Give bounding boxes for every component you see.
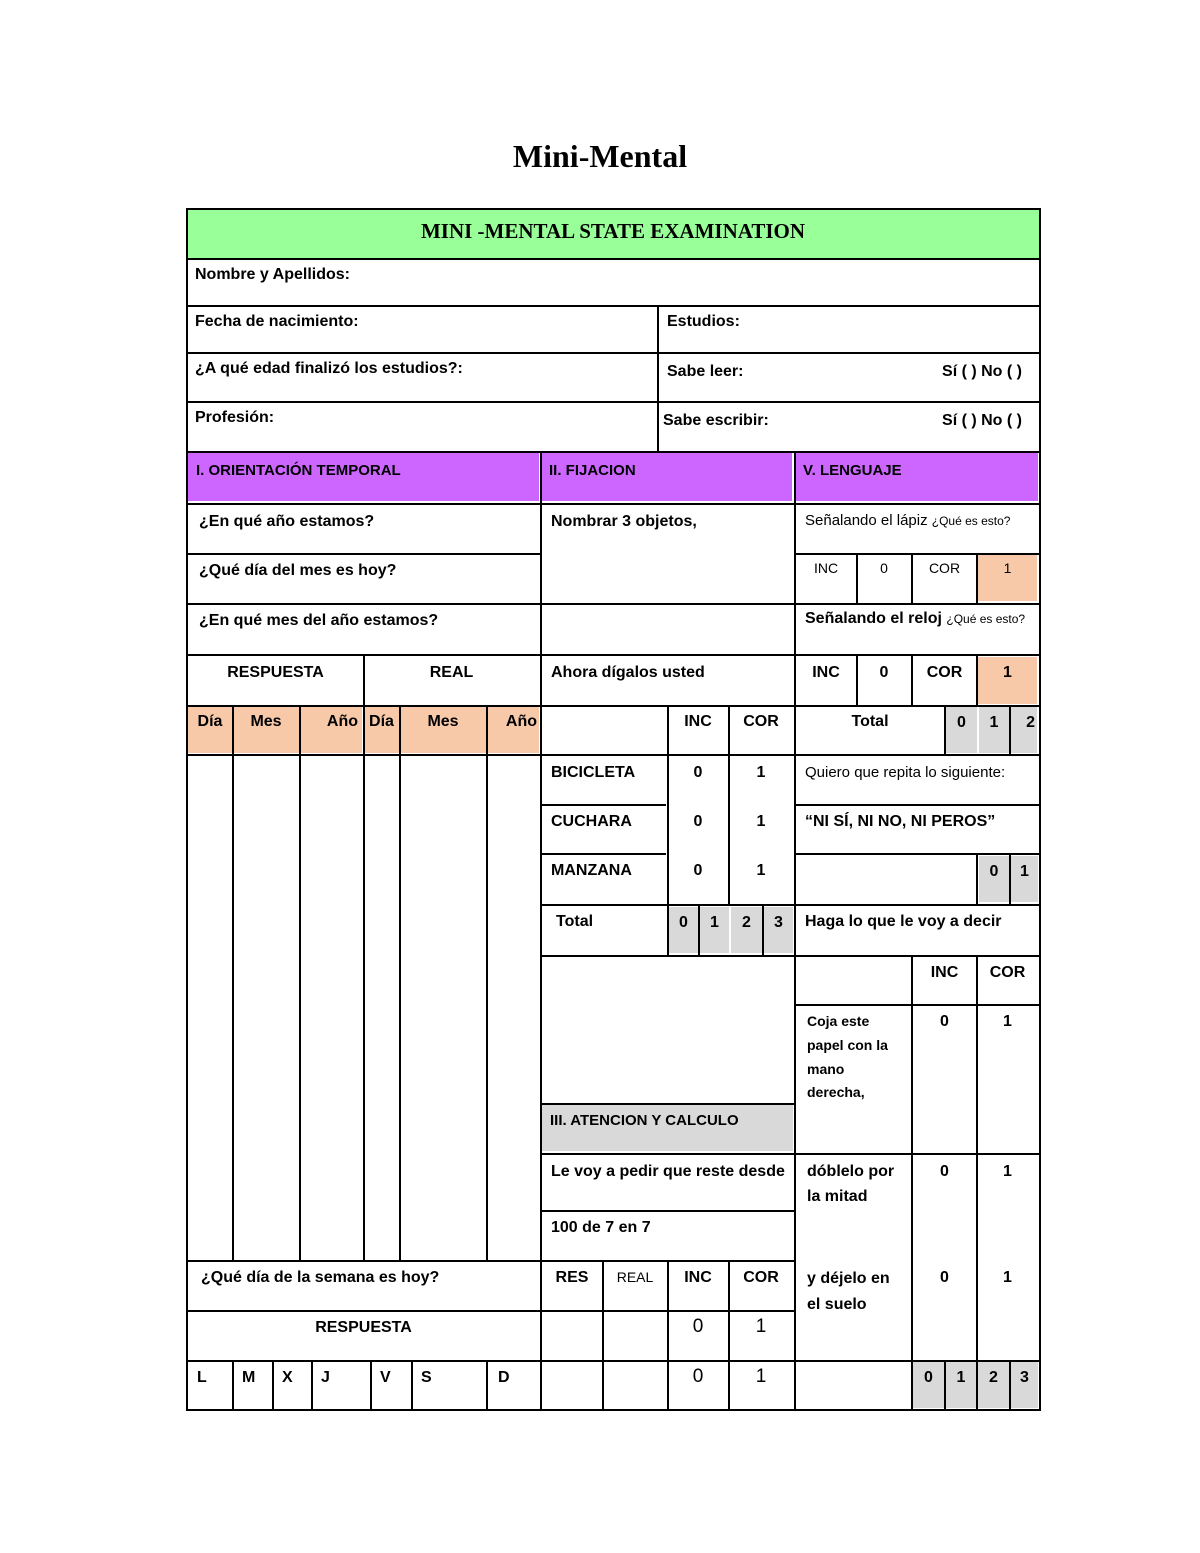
day-m: M bbox=[242, 1369, 256, 1386]
grid-line-v bbox=[911, 654, 913, 705]
grid-line-h bbox=[794, 904, 1041, 906]
grid-line-v bbox=[363, 654, 365, 754]
grid-line-v bbox=[667, 705, 669, 955]
senalando-reloj bbox=[797, 605, 1039, 655]
cmd-inc-header: INC bbox=[930, 964, 959, 981]
fecha-label: Fecha de nacimiento: bbox=[195, 313, 359, 330]
cmd-dejelo-cor: 1 bbox=[1003, 1269, 1012, 1286]
grid-line-h bbox=[794, 705, 1041, 707]
grid-line-v bbox=[911, 553, 913, 603]
grid-line-v bbox=[944, 1360, 946, 1410]
cmd-score-1: 1 bbox=[946, 1362, 976, 1408]
cmd-score-2: 2 bbox=[978, 1362, 1009, 1408]
grid-line-v bbox=[1009, 853, 1011, 904]
senalando-lapiz-text: Señalando el lápiz bbox=[805, 512, 928, 529]
grid-line-v bbox=[399, 705, 401, 1260]
col-anio-real: Año bbox=[487, 706, 539, 753]
repita-score-1: 1 bbox=[1011, 856, 1038, 902]
grid-line-h bbox=[186, 401, 1041, 403]
grid-line-v bbox=[370, 1360, 372, 1410]
fijacion-inc-header: INC bbox=[684, 713, 712, 730]
grid-line-h bbox=[186, 553, 540, 555]
grid-line-h bbox=[540, 603, 794, 605]
cmd-coja-inc: 0 bbox=[940, 1013, 949, 1030]
grid-line-h bbox=[540, 1153, 794, 1155]
quiero-repita: Quiero que repita lo siguiente: bbox=[805, 764, 1006, 781]
grid-line-v bbox=[311, 1360, 313, 1410]
grid-line-h bbox=[794, 1004, 1041, 1006]
document-title: Mini-Mental bbox=[512, 138, 688, 174]
lenguaje-total-1: 1 bbox=[979, 707, 1009, 753]
fijacion-score-2: 2 bbox=[731, 907, 762, 953]
atencion-col-cor: COR bbox=[743, 1269, 779, 1286]
col-dia: Día bbox=[188, 706, 232, 753]
atencion-col-inc: INC bbox=[684, 1269, 712, 1286]
grid-line-v bbox=[976, 955, 978, 1360]
frase-repetir: “NI SÍ, NI NO, NI PEROS” bbox=[805, 813, 996, 830]
grid-line-v bbox=[856, 654, 858, 705]
grid-line-v bbox=[232, 1360, 234, 1410]
grid-line-h bbox=[540, 955, 794, 957]
grid-line-h bbox=[794, 654, 1041, 656]
ahora-digalos: Ahora dígalos usted bbox=[551, 664, 705, 681]
atencion-row1-inc: 0 bbox=[692, 1316, 704, 1337]
cmd-score-3: 3 bbox=[1011, 1362, 1038, 1408]
cmd-dejelo-inc: 0 bbox=[940, 1269, 949, 1286]
grid-line-h bbox=[186, 503, 1041, 505]
grid-line-h bbox=[186, 603, 540, 605]
grid-line-v bbox=[411, 1360, 413, 1410]
atencion-section-title: III. ATENCION Y CALCULO bbox=[542, 1104, 793, 1151]
reloj-inc: INC bbox=[812, 664, 840, 681]
sabe-leer-options: Sí ( ) No ( ) bbox=[942, 363, 1022, 380]
grid-line-v bbox=[1009, 705, 1011, 754]
grid-line-v bbox=[272, 1360, 274, 1410]
object-cuchara: CUCHARA bbox=[551, 813, 632, 830]
reloj-zero: 0 bbox=[879, 664, 889, 681]
day-s: S bbox=[421, 1369, 432, 1386]
fijacion-section-title: II. FIJACION bbox=[541, 453, 792, 501]
senalando-lapiz bbox=[797, 506, 1039, 552]
lenguaje-total-2: 2 bbox=[1011, 707, 1037, 753]
grid-line-v bbox=[1039, 208, 1041, 1410]
grid-line-h bbox=[186, 451, 1041, 453]
col-mes: Mes bbox=[233, 706, 299, 753]
cmd-cor-header: COR bbox=[989, 964, 1026, 981]
lapiz-cor: COR bbox=[928, 560, 961, 576]
day-x: X bbox=[282, 1369, 293, 1386]
grid-line-v bbox=[728, 705, 730, 904]
cmd-score-0: 0 bbox=[913, 1362, 944, 1408]
edad-estudios-label: ¿A qué edad finalizó los estudios?: bbox=[195, 360, 463, 377]
cmd-doblelo-cor: 1 bbox=[1003, 1163, 1012, 1180]
object-bicicleta-inc: 0 bbox=[693, 764, 703, 781]
col-mes-real: Mes bbox=[400, 706, 486, 753]
object-cuchara-inc: 0 bbox=[693, 813, 703, 830]
grid-line-h bbox=[186, 1260, 540, 1262]
q-dia-mes: ¿Qué día del mes es hoy? bbox=[199, 562, 397, 579]
cmd-doblelo-inc: 0 bbox=[940, 1163, 949, 1180]
lapiz-zero: 0 bbox=[880, 560, 888, 576]
day-l: L bbox=[197, 1369, 207, 1386]
grid-line-v bbox=[976, 654, 978, 705]
grid-line-h bbox=[186, 305, 1041, 307]
col-anio: Año bbox=[300, 706, 362, 753]
grid-line-v bbox=[232, 705, 234, 1260]
q-anio: ¿En qué año estamos? bbox=[199, 513, 375, 530]
atencion-q1: Le voy a pedir que reste desde bbox=[551, 1163, 785, 1180]
profesion-label: Profesión: bbox=[195, 409, 275, 426]
fijacion-total-label: Total bbox=[556, 913, 594, 930]
nombrar-objetos: Nombrar 3 objetos, bbox=[551, 513, 697, 530]
grid-line-h bbox=[794, 754, 1041, 756]
object-bicicleta-cor: 1 bbox=[756, 764, 766, 781]
atencion-row1-cor: 1 bbox=[755, 1316, 767, 1337]
sabe-leer-label: Sabe leer: bbox=[667, 363, 744, 380]
repita-score-0: 0 bbox=[979, 856, 1009, 902]
estudios-label: Estudios: bbox=[667, 313, 740, 330]
grid-line-v bbox=[856, 553, 858, 603]
grid-line-h bbox=[794, 955, 1041, 957]
fijacion-score-3: 3 bbox=[764, 907, 793, 953]
grid-line-h bbox=[186, 258, 1041, 260]
grid-line-h bbox=[794, 603, 1041, 605]
object-cuchara-cor: 1 bbox=[756, 813, 766, 830]
cmd-coja-papel: Coja este papel con la mano derecha, bbox=[807, 1013, 888, 1101]
grid-line-h bbox=[540, 853, 666, 855]
grid-line-v bbox=[728, 1260, 730, 1410]
fijacion-score-0: 0 bbox=[669, 907, 698, 953]
cmd-doblelo: dóblelo por la mitad bbox=[807, 1163, 895, 1205]
atencion-row2-inc: 0 bbox=[692, 1366, 704, 1387]
fijacion-score-1: 1 bbox=[700, 907, 729, 953]
grid-line-v bbox=[911, 955, 913, 1410]
respuesta-header: RESPUESTA bbox=[227, 664, 324, 681]
grid-line-v bbox=[540, 451, 542, 1410]
lenguaje-section-title: V. LENGUAJE bbox=[795, 453, 1038, 501]
grid-line-h bbox=[794, 804, 1041, 806]
object-manzana-cor: 1 bbox=[756, 862, 766, 879]
grid-line-h bbox=[794, 553, 1041, 555]
grid-line-v bbox=[762, 904, 764, 955]
q-mes: ¿En qué mes del año estamos? bbox=[199, 612, 439, 629]
reloj-one: 1 bbox=[978, 657, 1037, 704]
lenguaje-total-0: 0 bbox=[946, 707, 977, 753]
grid-line-h bbox=[540, 1210, 794, 1212]
atencion-q2: 100 de 7 en 7 bbox=[551, 1219, 651, 1236]
grid-line-v bbox=[299, 705, 301, 1260]
lapiz-inc: INC bbox=[813, 560, 839, 576]
grid-line-v bbox=[602, 1260, 604, 1410]
cmd-coja-cor: 1 bbox=[1003, 1013, 1012, 1030]
grid-line-h bbox=[794, 853, 1041, 855]
grid-line-v bbox=[976, 553, 978, 603]
atencion-col-res: RES bbox=[555, 1269, 589, 1286]
real-header: REAL bbox=[429, 664, 474, 681]
grid-line-h bbox=[186, 352, 1041, 354]
grid-line-h bbox=[540, 1103, 794, 1105]
sabe-escribir-options: Sí ( ) No ( ) bbox=[942, 412, 1022, 429]
grid-line-v bbox=[944, 705, 946, 754]
day-j: J bbox=[321, 1369, 330, 1386]
object-manzana: MANZANA bbox=[551, 862, 632, 879]
day-v: V bbox=[380, 1369, 391, 1386]
nombre-label: Nombre y Apellidos: bbox=[195, 266, 350, 283]
grid-line-v bbox=[657, 305, 659, 451]
grid-line-h bbox=[540, 804, 666, 806]
grid-line-h bbox=[794, 1360, 1041, 1362]
senalando-lapiz-question: ¿Qué es esto? bbox=[931, 514, 1011, 528]
grid-line-h bbox=[540, 654, 794, 656]
grid-line-v bbox=[486, 705, 488, 1260]
senalando-reloj-question: ¿Qué es esto? bbox=[946, 612, 1026, 626]
cmd-dejelo: y déjelo en el suelo bbox=[807, 1270, 890, 1313]
grid-line-v bbox=[698, 904, 700, 955]
senalando-reloj-text: Señalando el reloj bbox=[805, 610, 942, 627]
col-dia-real: Día bbox=[364, 706, 399, 753]
grid-line-v bbox=[363, 754, 365, 1260]
grid-line-h bbox=[186, 1310, 540, 1312]
q-semana: ¿Qué día de la semana es hoy? bbox=[201, 1269, 440, 1286]
form-header: MINI -MENTAL STATE EXAMINATION bbox=[187, 209, 1039, 259]
orientacion-section-title: I. ORIENTACIÓN TEMPORAL bbox=[188, 453, 539, 501]
grid-line-v bbox=[976, 853, 978, 904]
atencion-col-real: REAL bbox=[616, 1269, 654, 1285]
reloj-cor: COR bbox=[926, 664, 963, 681]
object-manzana-inc: 0 bbox=[693, 862, 703, 879]
grid-line-v bbox=[186, 208, 188, 1410]
atencion-row2-cor: 1 bbox=[755, 1366, 767, 1387]
day-d: D bbox=[498, 1369, 510, 1386]
lapiz-one: 1 bbox=[978, 554, 1037, 601]
grid-line-v bbox=[794, 451, 796, 1410]
lenguaje-total-label: Total bbox=[851, 713, 889, 730]
grid-line-v bbox=[976, 1360, 978, 1410]
fijacion-cor-header: COR bbox=[743, 713, 779, 730]
haga-lo-que: Haga lo que le voy a decir bbox=[805, 913, 1002, 930]
grid-line-v bbox=[667, 1260, 669, 1410]
grid-line-v bbox=[486, 1360, 488, 1410]
respuesta-semana-header: RESPUESTA bbox=[315, 1319, 412, 1336]
grid-line-h bbox=[794, 1153, 1041, 1155]
grid-line-v bbox=[1009, 1360, 1011, 1410]
sabe-escribir-label: Sabe escribir: bbox=[663, 412, 769, 429]
object-bicicleta: BICICLETA bbox=[551, 764, 636, 781]
grid-line-h bbox=[186, 208, 1041, 210]
